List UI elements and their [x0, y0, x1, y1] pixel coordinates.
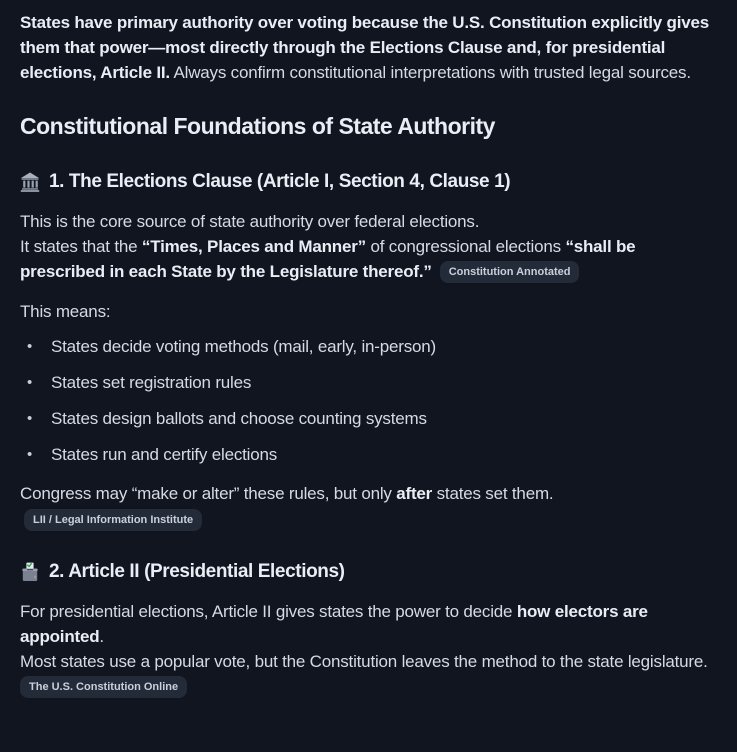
article2-line-2: Most states use a popular vote, but the Constitution leaves the method to the state legislature.	[20, 652, 708, 671]
citation-row	[24, 507, 717, 531]
classical-building-icon	[20, 172, 40, 192]
citation-badge-lii[interactable]: LII / Legal Information Institute	[24, 509, 202, 531]
congress-text-bold: after	[396, 484, 433, 503]
section-heading-label: 1. The Elections Clause (Article I, Section 4, Clause 1)	[49, 171, 511, 192]
clause-line-1: This is the core source of state authority over federal elections.	[20, 212, 480, 231]
list-item: • States set registration rules	[20, 370, 717, 395]
article2-line-1-bold: how electors are appointed	[20, 602, 648, 646]
article2-line-1-post: .	[99, 627, 104, 646]
ballot-box-icon	[20, 562, 40, 582]
state-powers-list	[20, 334, 717, 467]
article-2-paragraph	[20, 599, 717, 699]
intro-bold-text: States have primary authority over voting because the U.S. Constitution explicitly gives them that power—most directly through the Elections Clause and, for presidential elections, Article II.	[20, 13, 710, 82]
list-item: • States decide voting methods (mail, early, in-person)	[20, 334, 717, 359]
clause-quote-prescribed: “shall be prescribed in each State by the Legislature thereof.”	[20, 237, 636, 281]
clause-line-2-pre: It states that the	[20, 237, 142, 256]
intro-regular-text: Always confirm constitutional interpretations with trusted legal sources.	[169, 63, 691, 82]
list-item: • States run and certify elections	[20, 442, 717, 467]
citation-badge-constitution-annotated[interactable]: Constitution Annotated	[440, 261, 580, 283]
article2-line-1-pre: For presidential elections, Article II gives states the power to decide	[20, 602, 517, 621]
congress-text-post: states set them.	[432, 484, 554, 503]
section-heading-elections-clause	[20, 169, 717, 195]
clause-quote-times-places: “Times, Places and Manner”	[141, 237, 366, 256]
intro-paragraph	[20, 10, 717, 85]
citation-badge-us-constitution-online[interactable]: The U.S. Constitution Online	[20, 676, 187, 698]
congress-text-pre: Congress may “make or alter” these rules, but only	[20, 484, 397, 503]
page-title: Constitutional Foundations of State Authority	[20, 113, 495, 139]
section-heading-article-2	[20, 559, 717, 585]
clause-line-2-post: of congressional elections	[365, 237, 566, 256]
congress-paragraph	[20, 481, 717, 531]
list-item: • States design ballots and choose counting systems	[20, 406, 717, 431]
elections-clause-paragraph	[20, 209, 717, 284]
section-heading-label: 2. Article II (Presidential Elections)	[49, 561, 345, 582]
this-means-label: This means:	[20, 302, 111, 321]
